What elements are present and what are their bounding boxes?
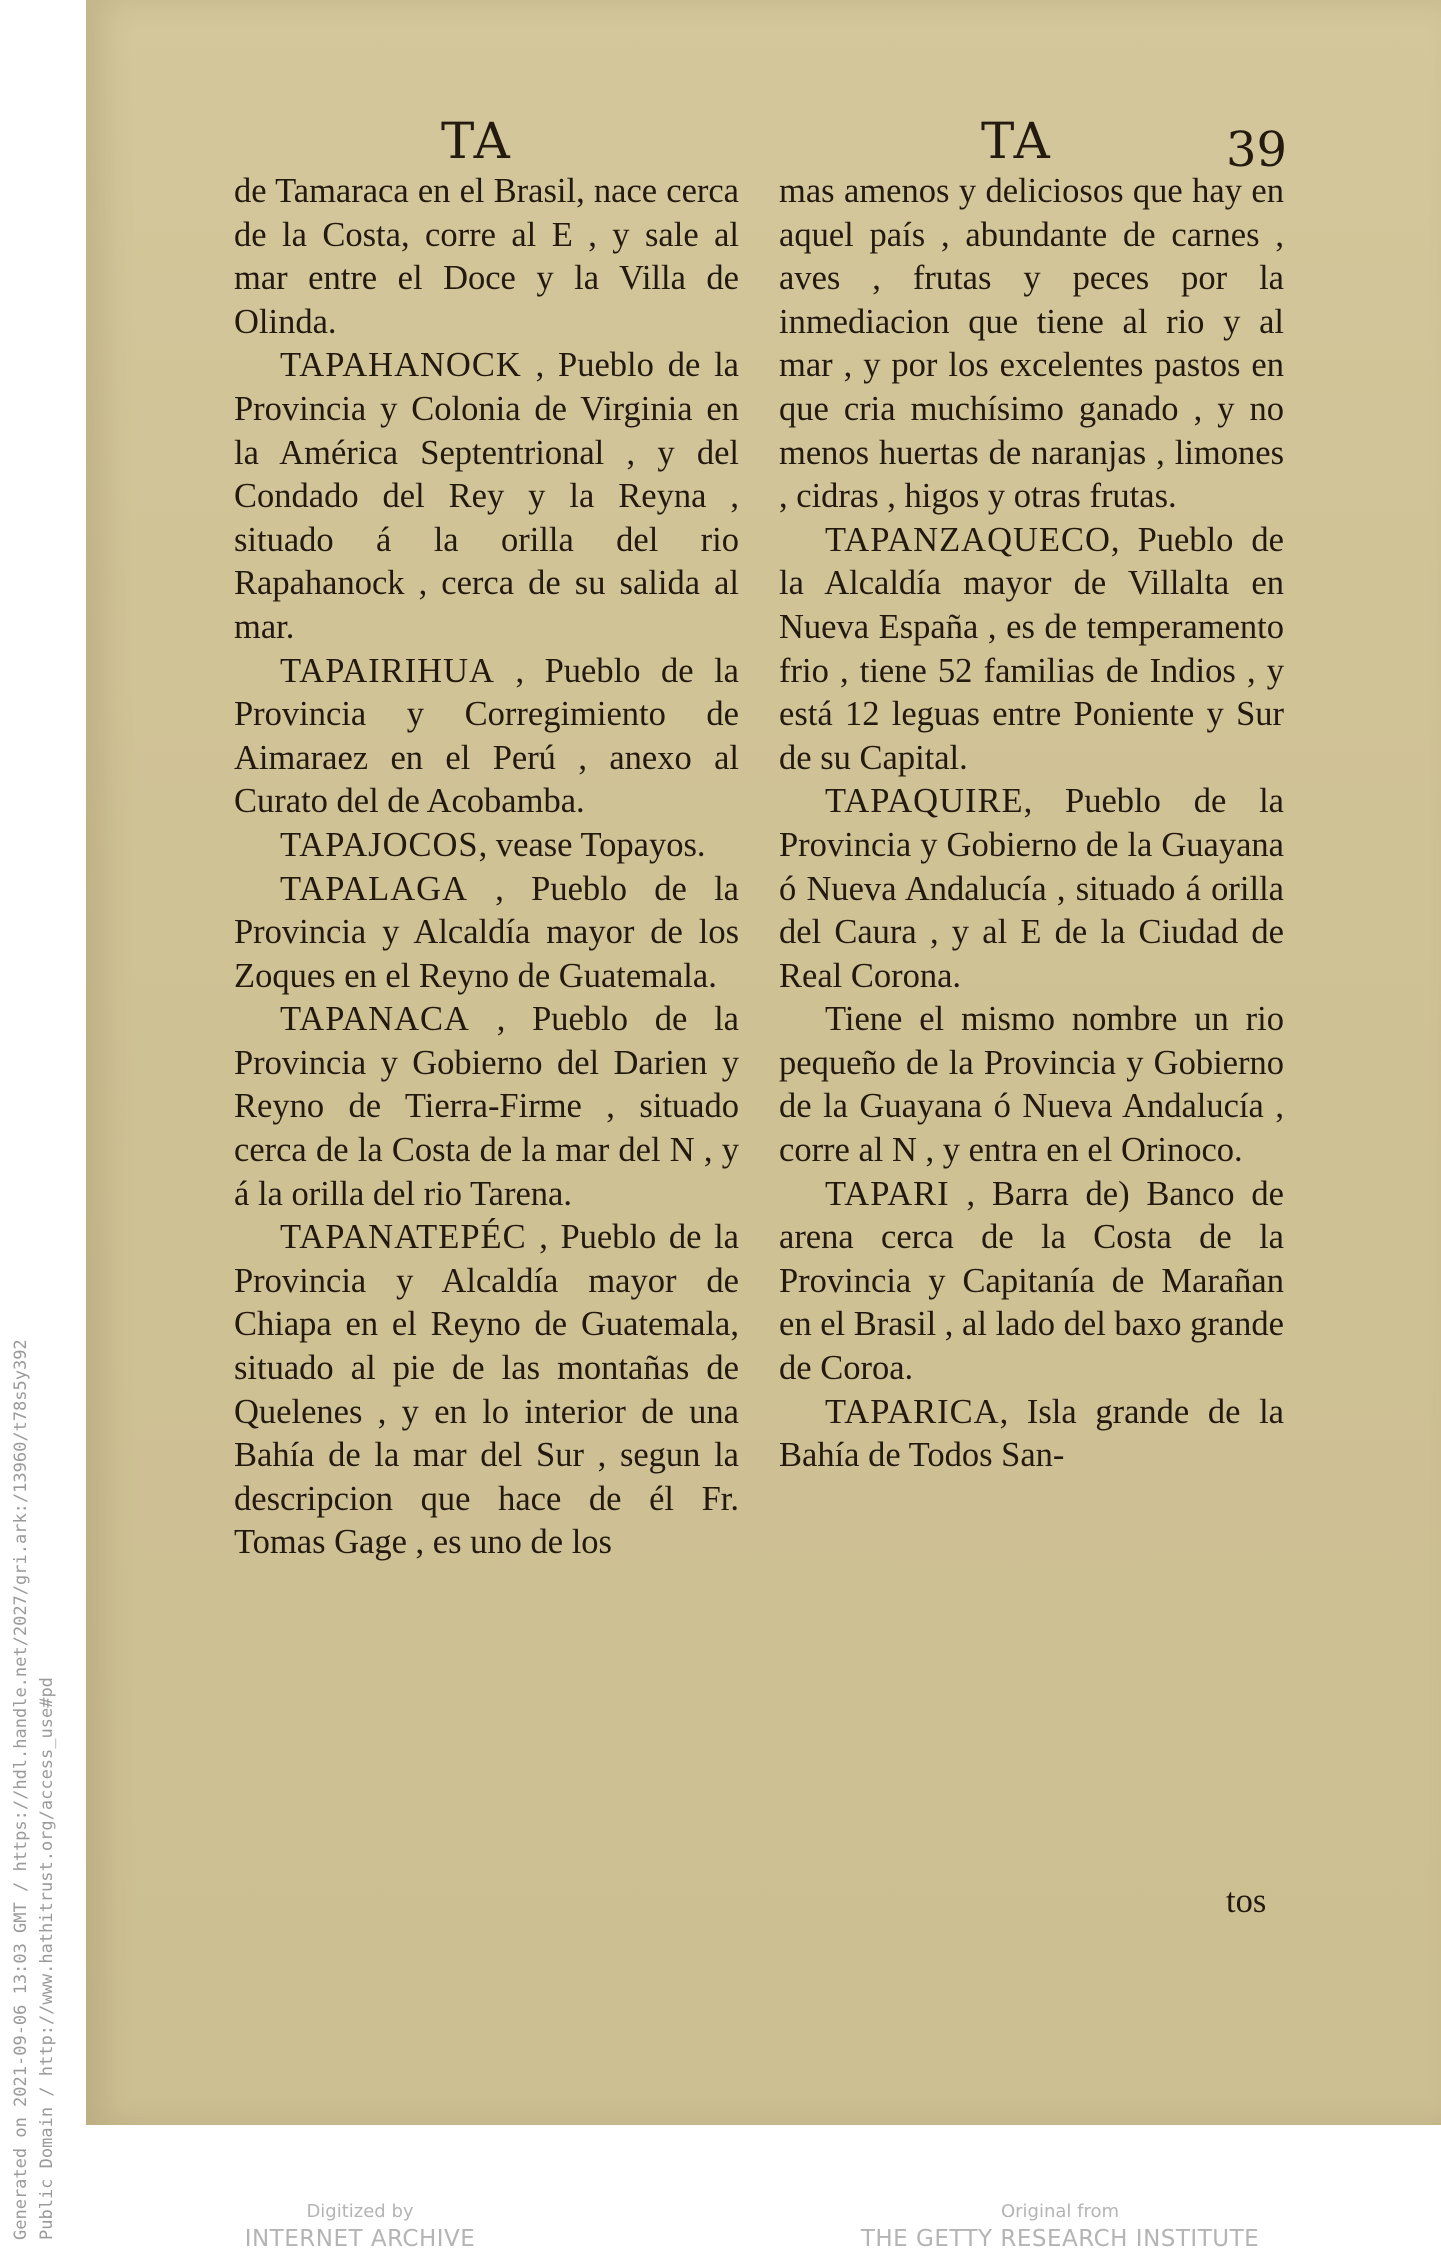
dictionary-entry xyxy=(779,519,1284,781)
dictionary-entry xyxy=(779,998,1284,1172)
stamp-line: Public Domain / http://www.hathitrust.org/access_use#pd xyxy=(37,1677,57,2240)
original-from-credit xyxy=(850,2200,1270,2254)
running-head-right: TA xyxy=(981,112,1052,170)
scanned-page xyxy=(86,0,1441,2125)
dictionary-entry xyxy=(234,868,739,999)
dictionary-entry xyxy=(234,1216,739,1565)
entry-headword: TAPARI xyxy=(825,1174,950,1213)
entry-headword: TAPAJOCOS xyxy=(280,825,479,864)
credit-caption: Digitized by xyxy=(306,2201,414,2222)
catchword: tos xyxy=(1226,1882,1267,1920)
entry-text: , Pueblo de la Provincia y Corregimiento de Aimaraez en el Perú , anexo al Curato del de Acobamba. xyxy=(234,651,739,821)
entry-headword: TAPALAGA xyxy=(280,869,468,908)
entry-continuation xyxy=(779,170,1284,519)
entry-text: , Barra de) Banco de arena cerca de la Costa de la Provincia y Capitanía de Marañan en el Brasil , al lado del baxo grande de Coroa. xyxy=(779,1174,1284,1388)
dictionary-entry xyxy=(234,824,739,868)
generation-stamp xyxy=(8,1339,60,2240)
entry-text: , Pueblo de la Provincia y Gobierno del Darien y Reyno de Tierra-Firme , situado cerca de la Costa de la mar del N , y á la orilla del rio Tarena. xyxy=(234,1000,739,1213)
entry-headword: TAPANATEPÉC xyxy=(280,1218,527,1257)
entry-headword: TAPAHANOCK xyxy=(280,346,522,385)
dictionary-entry xyxy=(234,650,739,824)
entry-continuation xyxy=(234,170,739,344)
dictionary-entry xyxy=(234,998,739,1216)
dictionary-entry xyxy=(779,780,1284,998)
dictionary-entry xyxy=(779,1173,1284,1391)
running-head-left: TA xyxy=(441,112,512,170)
entry-text: , Pueblo de la Provincia y Colonia de Virginia en la América Septentrional , y del Condado del Rey y la Reyna , situado á la orilla del rio Rapahanock , cerca de su salida al mar. xyxy=(234,346,739,646)
entry-text: , vease Topayos. xyxy=(478,825,706,864)
stamp-line: Generated on 2021-09-06 13:03 GMT / https://hdl.handle.net/2027/gri.ark:/13960/t78s5y392 xyxy=(11,1339,31,2240)
entry-text: de Tamaraca en el Brasil, nace cerca de la Costa, corre al E , y sale al mar entre el Doce y la Villa de Olinda. xyxy=(234,172,739,341)
entry-headword: TAPANACA xyxy=(280,1000,470,1039)
entry-headword: TAPAQUIRE xyxy=(825,782,1024,821)
entry-headword: TAPARICA xyxy=(825,1392,1000,1431)
entry-text: , Pueblo de la Alcaldía mayor de Villalta en Nueva España , es de temperamento frio , tiene 52 familias de Indios , y está 12 leguas entre Poniente y Sur de su Capital. xyxy=(779,520,1284,777)
entry-text: , Pueblo de la Provincia y Alcaldía mayor de los Zoques en el Reyno de Guatemala. xyxy=(234,869,739,995)
page-number: 39 xyxy=(1226,122,1288,178)
credit-source: THE GETTY RESEARCH INSTITUTE xyxy=(860,2226,1260,2252)
entry-text: , Pueblo de la Provincia y Alcaldía mayor de Chiapa en el Reyno de Guatemala, situado al pie de las montañas de Quelenes , y en lo interior de una Bahía de la mar del Sur , segun la descripcion que hace de él Fr. Tomas Gage , es uno de los xyxy=(234,1218,739,1562)
right-column xyxy=(779,170,1284,1478)
credit-caption: Original from xyxy=(1000,2201,1120,2222)
entry-text: , Isla grande de la Bahía de Todos San- xyxy=(779,1392,1284,1475)
entry-text: mas amenos y deliciosos que hay en aquel país , abundante de carnes , aves , frutas y peces por la inmediacion que tiene al rio y al mar , y por los excelentes pastos en que cria muchísimo ganado , y no menos huertas de naranjas , limones , cidras , higos y otras frutas. xyxy=(779,172,1284,516)
digitized-by-credit xyxy=(240,2200,480,2254)
entry-headword: TAPANZAQUECO xyxy=(825,520,1111,559)
dictionary-entry xyxy=(779,1391,1284,1478)
entry-headword: TAPAIRIHUA xyxy=(280,651,495,690)
left-column xyxy=(234,170,739,1565)
dictionary-entry xyxy=(234,344,739,649)
entry-text: Tiene el mismo nombre un rio pequeño de la Provincia y Gobierno de la Guayana ó Nueva Andalucía , corre al N , y entra en el Orinoco. xyxy=(779,1000,1284,1170)
entry-text: , Pueblo de la Provincia y Gobierno de la Guayana ó Nueva Andalucía , situado á orilla del Caura , y al E de la Ciudad de Real Corona. xyxy=(779,782,1284,995)
credit-source: INTERNET ARCHIVE xyxy=(244,2226,476,2252)
